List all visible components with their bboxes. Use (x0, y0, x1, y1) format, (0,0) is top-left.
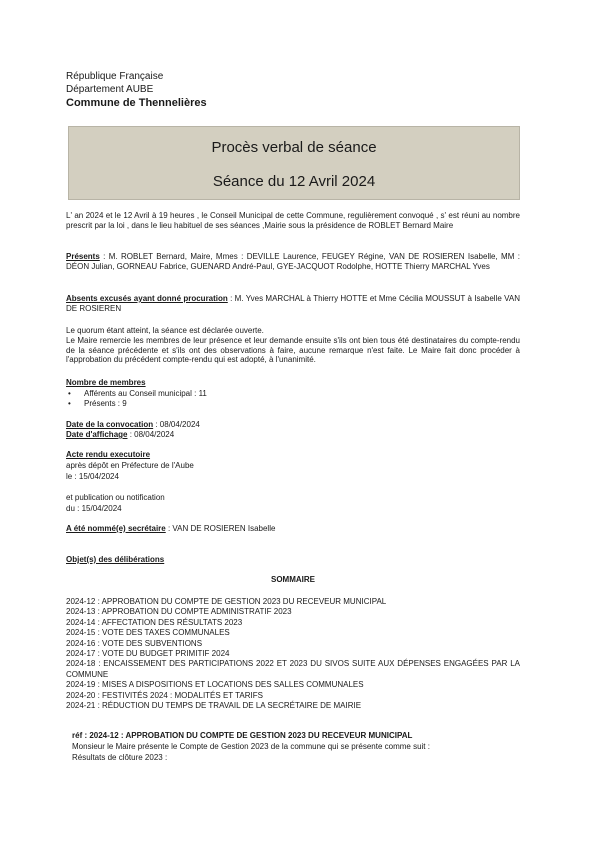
list-item: • Présents : 9 (68, 399, 368, 409)
membres-list (68, 389, 368, 408)
secretaire-text: : VAN DE ROSIEREN Isabelle (165, 524, 276, 533)
presents-text: : M. ROBLET Bernard, Maire, Mmes : DEVILLE Laurence, FEUGEY Régine, VAN DE ROSIEREN Isabelle, MM : DÉON Julian, GORNEAU Fabrice, GUENARD André-Paul, GYE-JACQUOT Rodolphe, HOTTE Thierry MARCHAL Yves (66, 252, 520, 271)
objets-label: Objet(s) des délibérations (66, 555, 165, 564)
sommaire-item: 2024-17 : VOTE DU BUDGET PRIMITIF 2024 (66, 649, 230, 659)
title-box (68, 126, 520, 200)
deliberation-heading: réf : 2024-12 : APPROBATION DU COMPTE DE GESTION 2023 DU RECEVEUR MUNICIPAL (72, 731, 413, 740)
maire-paragraph: Le Maire remercie les membres de leur présence et leur demande ensuite s'ils ont bien tous été destinataires du compte-rendu de la séance précédente et s'ils ont des observations à faire, aucune remarque n'est faite. Le Maire fait donc procéder à l'approbation du précédent compte-rendu qui est adopté, à l'unanimité. (66, 336, 520, 365)
sommaire-list (66, 597, 520, 711)
sommaire-item: 2024-16 : VOTE DES SUBVENTIONS (66, 638, 203, 648)
secretaire-line (66, 524, 275, 534)
acte-line-1: après dépôt en Préfecture de l'Aube (66, 461, 194, 470)
deliberation-line-1: Monsieur le Maire présente le Compte de Gestion 2023 de la commune qui se présente comme suit : (72, 742, 430, 751)
sommaire-item: 2024-20 : FESTIVITÉS 2024 : MODALITÉS ET TARIFS (66, 690, 263, 700)
list-item: • Afférents au Conseil municipal : 11 (68, 389, 368, 399)
commune-label: Commune de Thennelières (66, 97, 207, 109)
presents-label: Présents (66, 252, 100, 261)
department-label: Département AUBE (66, 84, 154, 95)
acte-line-4: du : 15/04/2024 (66, 504, 122, 513)
page-title: Procès verbal de séance (211, 139, 377, 156)
affichage-date (66, 430, 174, 440)
membres-label: Nombre de membres (66, 378, 146, 387)
absents-label: Absents excusés ayant donné procuration (66, 294, 228, 303)
intro-paragraph: L' an 2024 et le 12 Avril à 19 heures , le Conseil Municipal de cette Commune, regulièrement convoqué , s' est réuni au nombre prescrit par la loi , dans le lieu habituel de ses séances ,Mairie sous la présidence de ROBLET Bernard Maire (66, 211, 520, 230)
absents-paragraph (66, 294, 520, 313)
convocation-label: Date de la convocation (66, 420, 154, 429)
sommaire-item: 2024-13 : APPROBATION DU COMPTE ADMINISTRATIF 2023 (66, 607, 292, 617)
sommaire-item: 2024-21 : RÉDUCTION DU TEMPS DE TRAVAIL DE LA SECRÉTAIRE DE MAIRIE (66, 701, 362, 711)
session-date-title: Séance du 12 Avril 2024 (212, 173, 376, 190)
affichage-value: : 08/04/2024 (127, 430, 175, 439)
deliberation-line-2: Résultats de clôture 2023 : (72, 753, 168, 762)
acte-line-3: et publication ou notification (66, 493, 165, 502)
sommaire-item: 2024-12 : APPROBATION DU COMPTE DE GESTION 2023 DU RECEVEUR MUNICIPAL (66, 597, 387, 606)
quorum-text: Le quorum étant atteint, la séance est déclarée ouverte. (66, 326, 264, 335)
absents-text: : M. Yves MARCHAL à Thierry HOTTE et Mme Cécilia MOUSSUT à Isabelle VAN DE ROSIEREN (66, 294, 520, 313)
convocation-date (66, 420, 200, 430)
sommaire-item: 2024-18 : ENCAISSEMENT DES PARTICIPATIONS 2022 ET 2023 DU SIVOS SUITE AUX DÉPENSES ENGAGÉES PAR LA COMMUNE (66, 659, 520, 679)
secretaire-label: A été nommé(e) secrétaire (66, 524, 166, 533)
convocation-value: : 08/04/2024 (153, 420, 200, 429)
sommaire-title: SOMMAIRE (271, 575, 315, 584)
acte-line-2: le : 15/04/2024 (66, 472, 119, 481)
presents-paragraph (66, 252, 520, 271)
acte-label: Acte rendu executoire (66, 450, 151, 459)
sommaire-item: 2024-19 : MISES A DISPOSITIONS ET LOCATIONS DES SALLES COMMUNALES (66, 680, 364, 690)
sommaire-item: 2024-14 : AFFECTATION DES RÉSULTATS 2023 (66, 617, 243, 627)
republic-label: République Française (66, 71, 164, 82)
affichage-label: Date d'affichage (66, 430, 128, 439)
sommaire-item: 2024-15 : VOTE DES TAXES COMMUNALES (66, 628, 230, 638)
